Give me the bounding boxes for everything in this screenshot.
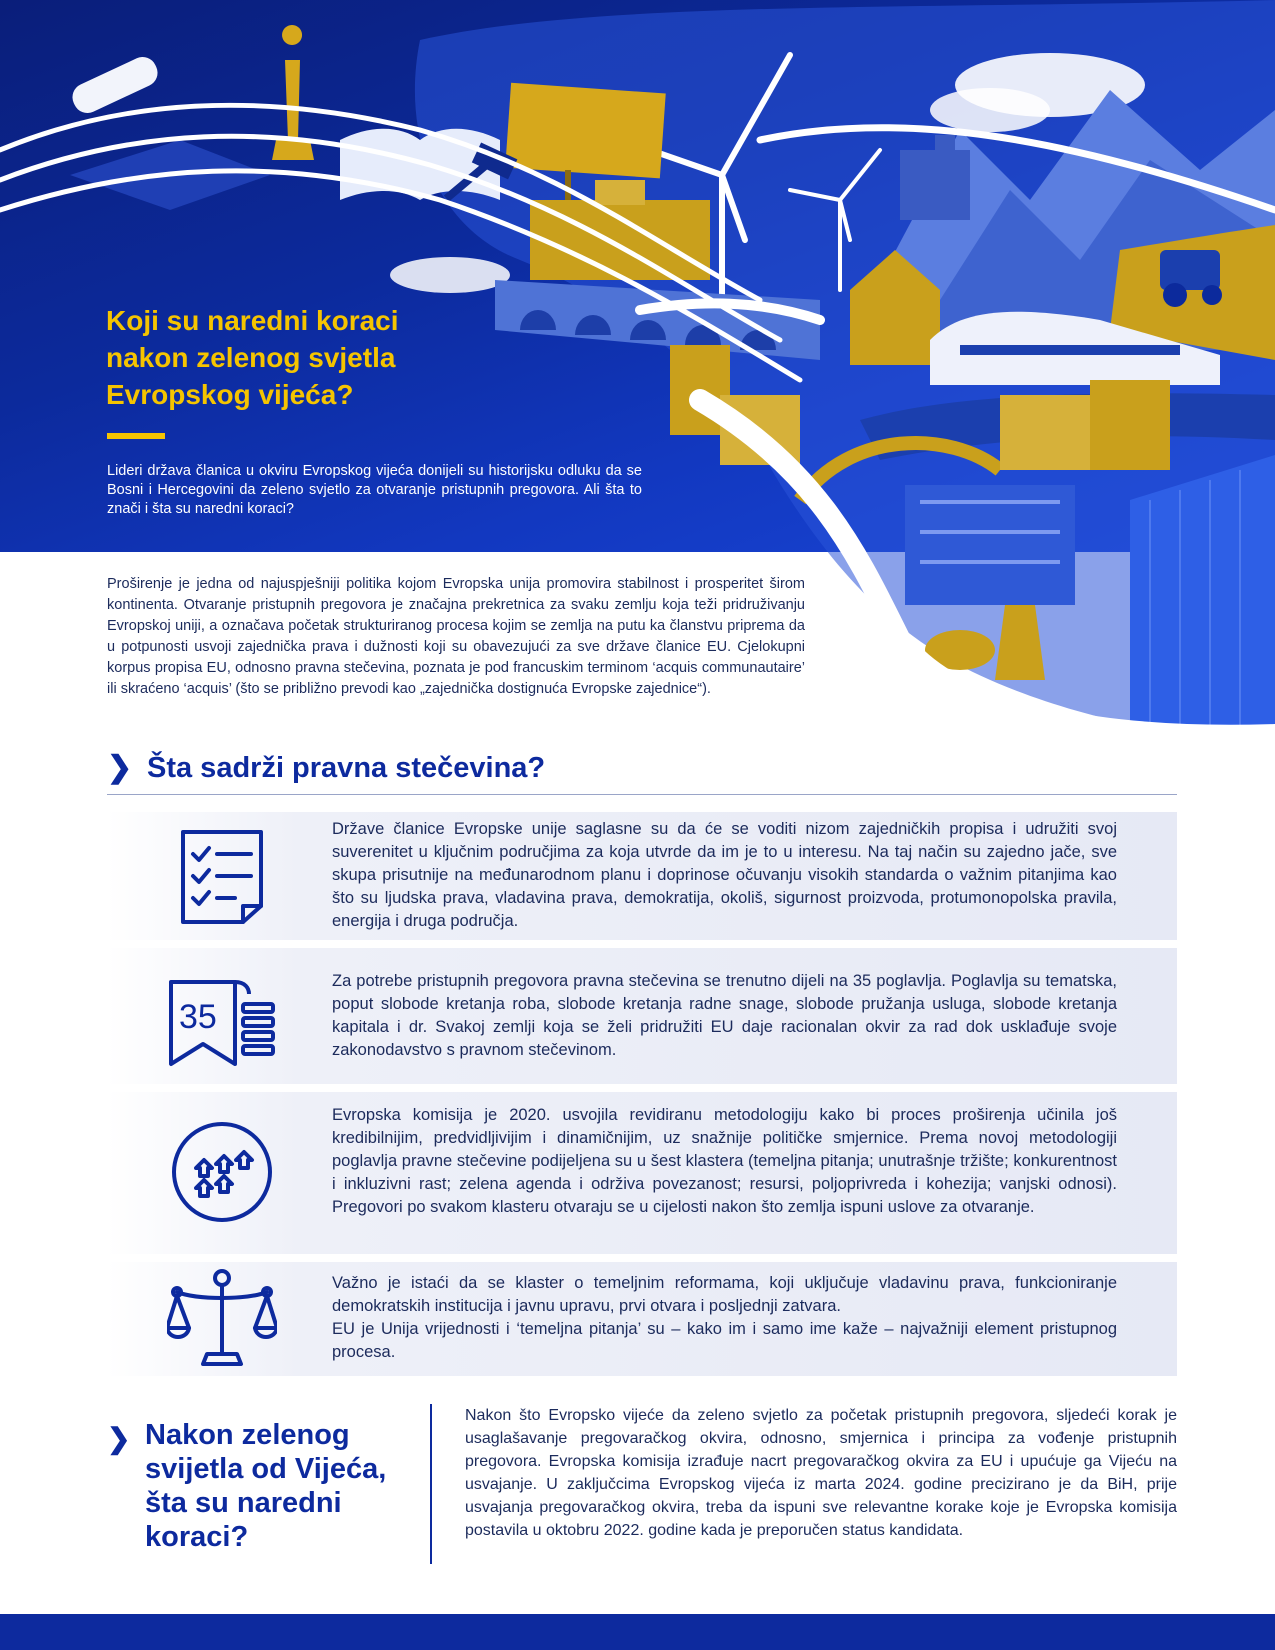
skyscraper <box>1130 455 1275 740</box>
card-text: Države članice Evropske unije saglasne su da će se voditi nizom zajedničkih propisa i udružiti svoj suverenitet u ključnim područjima za koja utvrde da im je to u interesu. Na taj način su zajedno jače, sve skupa prisutnije na međunarodnom planu i doprinose očuvanju visokih standarda o važnim pitanjima kao što su ljudska prava, vladavina prava, demokratija, okoliš, sigurnost proizvoda, protumonopolska pravila, energija i druga područja. <box>332 820 1117 930</box>
chapters-35-icon <box>147 974 297 1069</box>
cloud <box>930 88 1050 132</box>
info-card <box>107 948 1177 1084</box>
clusters-arrows-icon <box>147 1120 297 1224</box>
chevron-right-icon: ❯ <box>107 751 133 784</box>
scales-of-justice-icon <box>147 1266 297 1370</box>
footer-bar <box>0 1614 1275 1650</box>
cloud <box>390 257 510 293</box>
chevron-right-icon: ❯ <box>107 1423 131 1454</box>
vertical-divider <box>430 1404 432 1564</box>
section-divider <box>107 794 1177 795</box>
info-card <box>107 1092 1177 1254</box>
hero-lead-text: Lideri država članica u okviru Evropskog vijeća donijeli su historijsku odluku da se Bosni i Hercegovini da zeleno svjetlo za otvaranje pristupnih pregovora. Ali šta to znači i šta su naredni koraci? <box>107 463 642 517</box>
hero-title: Koji su naredni koraci nakon zelenog svjetla Evropskog vijeća? <box>106 305 399 410</box>
info-card <box>107 812 1177 940</box>
yellow-sign <box>505 83 666 179</box>
card-text: Za potrebe pristupnih pregovora pravna stečevina se trenutno dijeli na 35 poglavlja. Poglavlja su tematska, poput slobode kretanja roba, slobode kretanja radne snage, slobode pružanja usluga, slobode kretanja kapitala i dr. Svakoj zemlji koja se želi pridružiti EU daje racionalan okvir za rad dok usklađuje svoje zakonodavstvo s pravnom stečevinom. <box>332 972 1117 1059</box>
checklist-icon <box>147 826 297 926</box>
section-title: Nakon zelenog svijetla od Vijeća, šta su naredni koraci? <box>145 1419 387 1553</box>
diploma-icon <box>68 52 162 117</box>
card-paragraph: Važno je istaći da se klaster o temeljnim reformama, koji uključuje vladavinu prava, funkcioniranje demokratskih institucija i javnu upravu, prvi otvara i posljednji zatvara. <box>332 1274 1117 1315</box>
card-text: Evropska komisija je 2020. usvojila revidiranu metodologiju kako bi proces proširenja učinila još kredibilnijim, predvidljivijim i dinamičnijim, uz snažnije političke smjernice. Prema novoj metodologiji poglavlja pravne stečevine podijeljena su u šest klastera (temeljna pitanja; unutrašnje tržište; konkurentnost i inkluzivni rast; zelena agenda i održiva povezanost; resursi, poljoprivreda i kohezija; vanjski odnosi). Pregovori po svakom klasteru otvaraju se u cijelosti nakon što zemlja ispuni uslove za otvaranje. <box>332 1106 1117 1216</box>
section-title: Šta sadrži pravna stečevina? <box>147 751 546 784</box>
section-heading <box>107 748 545 788</box>
section-paragraph: Nakon što Evropsko vijeće da zeleno svjetlo za početak pristupnih pregovora, sljedeći korak je usaglašavanje pregovaračkog okvira, odnosno, smjernica i principa za vođenje pristupnih pregovora. Evropska komisija izrađuje nacrt pregovaračkog okvira za EU i upućuje ga Vijeću na usvajanje. U zaključcima Evropskog vijeća iz marta 2024. godine precizirano je da BiH, prije usvajanja pregovaračkog okvira, treba da ispuni sve relevantne korake koje je Evropska komisija postavila u oktobru 2022. godine kada je preporučen status kandidata. <box>465 1407 1177 1539</box>
chapters-count-label: 35 <box>178 998 217 1036</box>
card-text <box>332 1272 1117 1364</box>
card-paragraph: EU je Unija vrijednosti i ‘temeljna pitanja’ su – kako im i samo ime kaže – najvažniji element pristupnog procesa. <box>332 1320 1117 1361</box>
intro-paragraph: Proširenje je jedna od najuspješniji politika kojom Evropska unija promovira stabilnost i prosperitet širom kontinenta. Otvaranje pristupnih pregovora je značajna prekretnica za svaku zemlju koja teži pridruživanju Evropskoj uniji, a označava početak strukturiranog procesa kojim se zemlja na putu ka članstvu priprema da u potpunosti usvoji zajednička prava i dužnosti koji su obavezujući za sve države članice EU. Cjelokupni korpus propisa EU, odnosno pravna stečevina, poznata je pod francuskim terminom ‘acquis communautaire’ ili skraćeno ‘acquis’ (što se približno prevodi kao „zajednička dostignuća Evropske zajednice“). <box>107 576 805 697</box>
title-accent-bar <box>107 433 165 439</box>
info-card <box>107 1262 1177 1376</box>
tractor <box>1160 250 1220 290</box>
fortress <box>900 150 970 220</box>
